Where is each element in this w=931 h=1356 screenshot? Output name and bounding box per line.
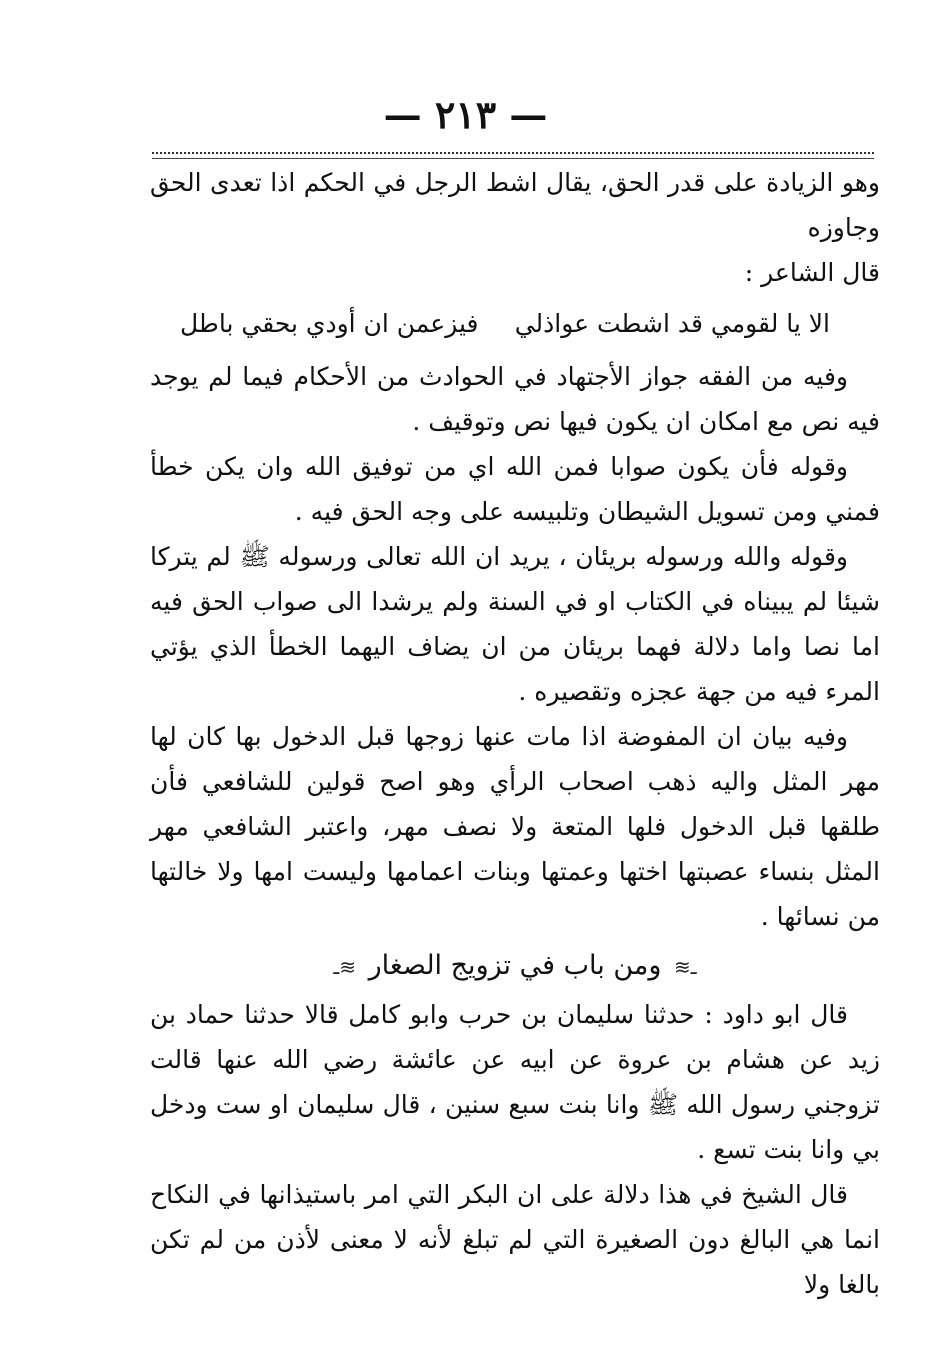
chapter-heading-text: ومن باب في تزويج الصغار xyxy=(368,950,662,981)
verse-hemistich-1: الا يا لقومي قد اشطت عواذلي xyxy=(514,309,830,338)
ornament-right: ـ≋ xyxy=(673,955,697,979)
ornament-left: ≋ـ xyxy=(333,955,357,979)
verse-line xyxy=(150,301,880,346)
paragraph: قال الشيخ في هذا دلالة على ان البكر التي امر باستيذانها في النكاح انما هي البالغ دون الصغيرة التي لم تبلغ لأنه لا معنى لأذن من لم تكن بالغا ولا xyxy=(150,1180,880,1299)
paragraph: قال ابو داود : حدثنا سليمان بن حرب وابو كامل قالا حدثنا حماد بن زيد عن هشام بن عروة عن ابيه عن عائشة رضي الله عنها قالت تزوجني رسول الله ﷺ وانا بنت سبع سنين ، قال سليمان او ست ودخل بي وانا بنت تسع . xyxy=(150,1000,880,1164)
header-rule xyxy=(152,152,874,159)
poet-intro: قال الشاعر : xyxy=(744,258,880,287)
page-number: — ٢١٣ — xyxy=(383,92,548,137)
paragraph: وفيه من الفقه جواز الأجتهاد في الحوادث من الأحكام فيما لم يوجد فيه نص مع امكان ان يكون فيها نص وتوقيف . xyxy=(150,362,880,436)
paragraph: وفيه بيان ان المفوضة اذا مات عنها زوجها قبل الدخول بها كان لها مهر المثل واليه ذهب اصحاب الرأي وهو اصح قولين للشافعي فأن طلقها قبل الدخول فلها المتعة ولا نصف مهر، واعتبر الشافعي مهر المثل بنساء عصبتها اختها وعمتها وبنات اعمامها وليست امها ولا خالتها من نسائها . xyxy=(150,722,880,931)
paragraph: وقوله فأن يكون صوابا فمن الله اي من توفيق الله وان يكن خطأ فمني ومن تسويل الشيطان وتلبيسه على وجه الحق فيه . xyxy=(150,452,880,526)
paragraph: وقوله والله ورسوله بريئان ، يريد ان الله تعالى ورسوله ﷺ لم يتركا شيئا لم يبيناه في الكتاب او في السنة ولم يرشدا الى صواب الحق فيه اما نصا واما دلالة فهما بريئان من ان يضاف اليهما الخطأ الذي يؤتي المرء فيه من جهة عجزه وتقصيره . xyxy=(150,542,880,706)
main-text xyxy=(150,160,880,1307)
verse-hemistich-2: فيزعمن ان أودي بحقي باطل xyxy=(180,309,479,338)
paragraph: وهو الزيادة على قدر الحق، يقال اشط الرجل في الحكم اذا تعدى الحق وجاوزه xyxy=(150,168,880,242)
chapter-heading xyxy=(150,943,880,990)
